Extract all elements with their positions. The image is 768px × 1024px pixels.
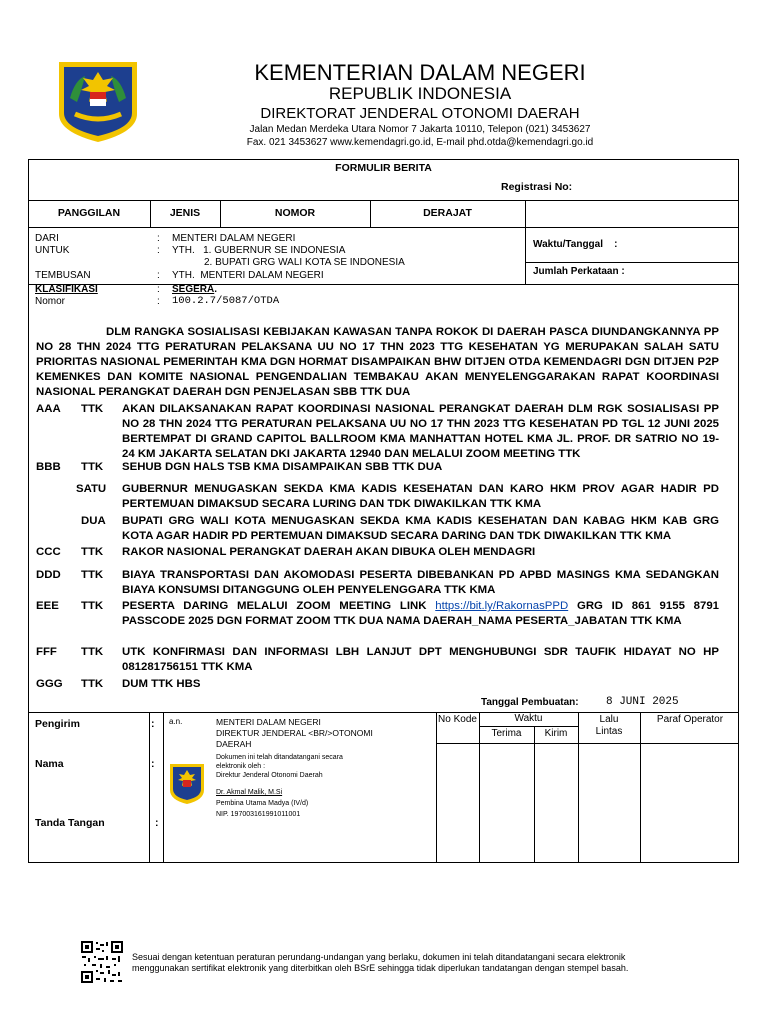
bottom-note-line-1: Sesuai dengan ketentuan peraturan perundang-undangan yang berlaku, dokumen ini telah ditandatangani secara elektronik — [132, 952, 626, 962]
item-text: RAKOR NASIONAL PERANGKAT DAERAH AKAN DIBUKA OLEH MENDAGRI — [122, 546, 536, 558]
tembusan-label: TEMBUSAN — [35, 270, 91, 281]
item-sep: TTK — [81, 569, 104, 581]
item-code: AAA — [36, 403, 61, 415]
dari-label: DARI — [35, 233, 59, 244]
untuk-line-2: 2. BUPATI GRG WALI KOTA SE INDONESIA — [204, 257, 405, 268]
sender-line-1: MENTERI DALAM NEGERI — [216, 717, 321, 727]
item-text-pre: PESERTA DARING MELALUI ZOOM MEETING LINK — [122, 600, 436, 612]
colon: : — [151, 718, 155, 730]
col-kirim: Kirim — [544, 728, 568, 739]
divider — [28, 227, 739, 228]
divider — [525, 200, 526, 284]
signer-nip: NIP. 197003161991011001 — [216, 811, 301, 818]
directorate-name: DIREKTORAT JENDERAL OTONOMI DAERAH — [260, 105, 580, 122]
pengirim-label: Pengirim — [35, 718, 80, 730]
divider — [534, 726, 535, 863]
form-title: FORMULIR BERITA — [335, 162, 432, 174]
klasifikasi-value — [172, 284, 217, 295]
item-sep: DUA — [81, 515, 106, 527]
item-text — [122, 599, 719, 629]
divider — [525, 262, 739, 263]
sender-line-3: DAERAH — [216, 739, 252, 749]
item-sep: TTK — [81, 546, 104, 558]
an-label: a.n. — [169, 717, 183, 726]
nama-label: Nama — [35, 758, 64, 770]
item-sep: TTK — [81, 678, 104, 690]
item-sep: TTK — [81, 600, 104, 612]
nomor-value: 100.2.7/5087/OTDA — [172, 295, 280, 307]
col-terima: Terima — [491, 728, 522, 739]
registration-label: Registrasi No: — [501, 181, 573, 193]
signed-note-2: elektronik oleh : — [216, 763, 266, 770]
item-code: CCC — [36, 546, 61, 558]
col-jenis: JENIS — [169, 207, 201, 219]
signed-note-1: Dokumen ini telah ditandatangani secara — [216, 754, 343, 761]
divider — [578, 712, 579, 863]
item-code: BBB — [36, 461, 61, 473]
col-panggilan: PANGGILAN — [57, 207, 121, 219]
item-code: DDD — [36, 569, 61, 581]
item-text: DUM TTK HBS — [122, 678, 201, 690]
signature-logo — [168, 762, 206, 806]
item-text: BUPATI GRG WALI KOTA MENUGASKAN SEKDA KMA KADIS KESEHATAN DAN KABAG HKM KAB GRG KOTA AGAR HADIR PD PERTEMUAN DIMAKSUD SECARA DARING DAN TDK DIWAKILKAN TTK KMA — [122, 515, 719, 542]
klasifikasi-label: KLASIFIKASI — [35, 284, 98, 295]
colon: : — [157, 270, 160, 281]
col-derajat: DERAJAT — [423, 207, 472, 219]
divider — [436, 712, 437, 863]
date-value: 8 JUNI 2025 — [606, 696, 679, 708]
colon: : — [157, 284, 160, 295]
col-lalu-lintas: Lalu Lintas — [595, 714, 623, 737]
bottom-note-line-2: menggunakan sertifikat elektronik yang diterbitkan oleh BSrE sehingga tidak diperlukan tandatangan dengan stempel basah. — [132, 963, 629, 973]
ministry-logo — [55, 58, 141, 144]
item-text-post: GRG ID 861 9155 8791 PASSCODE 2025 DGN FORMAT ZOOM TTK DUA NAMA DAERAH_NAMA PESERTA_JABATAN TTK KMA — [122, 600, 719, 627]
item-sep: TTK — [81, 461, 104, 473]
tanda-tangan-label: Tanda Tangan — [35, 817, 105, 829]
untuk-line-1: YTH. 1. GUBERNUR SE INDONESIA — [172, 245, 346, 256]
signer-rank: Pembina Utama Madya (IV/d) — [216, 800, 309, 807]
divider — [436, 743, 739, 744]
item-text: BIAYA TRANSPORTASI DAN AKOMODASI PESERTA DIBEBANKAN PD APBD MASINGS KMA SEDANGKAN BIAYA KONSUMSI DITANGGUNG OLEH PENYELENGGARA TTK KMA — [122, 569, 719, 596]
ministry-name: KEMENTERIAN DALAM NEGERI — [254, 60, 586, 85]
message-intro: DLM RANGKA SOSIALISASI KEBIJAKAN KAWASAN TANPA ROKOK DI DAERAH PASCA DIUNDANGKANNYA PP NO 28 THN 2024 TTG PERATURAN PELAKSANA UU NO 17 THN 2023 TTG KESEHATAN YG MERUPAKAN SALAH SATU PRIORITAS NASIONAL PEMERINTAH KMA DGN HORMAT DISAMPAIKAN BHW DITJEN OTDA KEMENDAGRI DGN DITJEN P2P KEMENKES DAN KOMITE NASIONAL PENGENDALIAN TEMBAKAU AKAN MENYELENGGARAKAN RAPAT KOORDINASI NASIONAL PERANGKAT DAERAH DGN PENJELASAN SBB TTK DUA — [36, 326, 719, 398]
divider — [28, 200, 739, 201]
klasifikasi-suffix: . — [214, 284, 218, 295]
divider — [163, 712, 164, 863]
item-text: SEHUB DGN HALS TSB KMA DISAMPAIKAN SBB TTK DUA — [122, 461, 443, 473]
untuk-label: UNTUK — [35, 245, 70, 256]
signed-note-3: Direktur Jenderal Otonomi Daerah — [216, 772, 323, 779]
republic-name: REPUBLIK INDONESIA — [328, 84, 512, 103]
colon: : — [155, 817, 159, 829]
nomor-label: Nomor — [35, 296, 66, 307]
item-code: FFF — [36, 646, 57, 658]
item-text: UTK KONFIRMASI DAN INFORMASI LBH LANJUT DPT MENGHUBUNGI SDR TAUFIK HIDAYAT NO HP 081281756151 TTK KMA — [122, 646, 719, 673]
address-line: Jalan Medan Merdeka Utara Nomor 7 Jakarta 10110, Telepon (021) 3453627 — [249, 124, 591, 135]
zoom-link[interactable]: https://bit.ly/RakornasPPD — [435, 600, 569, 612]
signer-name: Dr. Akmal Malik, M.Si — [216, 789, 283, 796]
divider — [640, 712, 641, 863]
tembusan-value: YTH. MENTERI DALAM NEGERI — [172, 270, 324, 281]
divider — [28, 712, 739, 713]
qr-code — [80, 940, 124, 984]
jumlah-perkataan-label: Jumlah Perkataan : — [533, 266, 625, 277]
dari-value: MENTERI DALAM NEGERI — [172, 233, 296, 244]
col-no-kode: No Kode — [438, 714, 477, 725]
colon: : — [157, 296, 160, 307]
date-label: Tanggal Pembuatan: — [481, 697, 579, 708]
contact-line: Fax. 021 3453627 www.kemendagri.go.id, E-mail phd.otda@kemendagri.go.id — [246, 137, 594, 148]
item-text: GUBERNUR MENUGASKAN SEKDA KMA KADIS KESEHATAN DAN KARO HKM PROV AGAR HADIR PD PERTEMUAN DIMAKSUD SECARA LURING DAN TDK DIWAKILKAN TTK KMA — [122, 483, 719, 510]
divider — [149, 712, 150, 863]
col-paraf-operator: Paraf Operator — [656, 714, 724, 725]
colon: : — [157, 245, 160, 256]
sender-line-2: DIREKTUR JENDERAL <BR/>OTONOMI — [216, 728, 373, 738]
col-nomor: NOMOR — [274, 207, 316, 219]
item-text: AKAN DILAKSANAKAN RAPAT KOORDINASI NASIONAL PERANGKAT DAERAH DLM RGK SOSIALISASI PP NO 28 THN 2024 TTG PERATURAN PELAKSANA UU NO 17 THN 2023 TTG KESEHATAN PD TGL 12 JUNI 2025 BERTEMPAT DI GRAND CAPITOL BALLROOM KMA MANHATTAN HOTEL KMA JL. PROF. DR SATRIO NO 19-24 KM JAKARTA SELATAN DKI JAKARTA 12940 DAN MELALUI ZOOM MEETING TTK — [122, 403, 719, 460]
colon: : — [151, 758, 155, 770]
item-sep: TTK — [81, 403, 104, 415]
item-code: EEE — [36, 600, 59, 612]
divider — [479, 726, 578, 727]
klasifikasi-text: SEGERA — [172, 284, 215, 295]
item-code: GGG — [36, 678, 63, 690]
colon: : — [157, 233, 160, 244]
divider — [28, 284, 739, 285]
item-sep: TTK — [81, 646, 104, 658]
item-sep: SATU — [76, 483, 107, 495]
col-waktu: Waktu — [514, 713, 543, 724]
waktu-tanggal-label: Waktu/Tanggal : — [533, 239, 618, 250]
